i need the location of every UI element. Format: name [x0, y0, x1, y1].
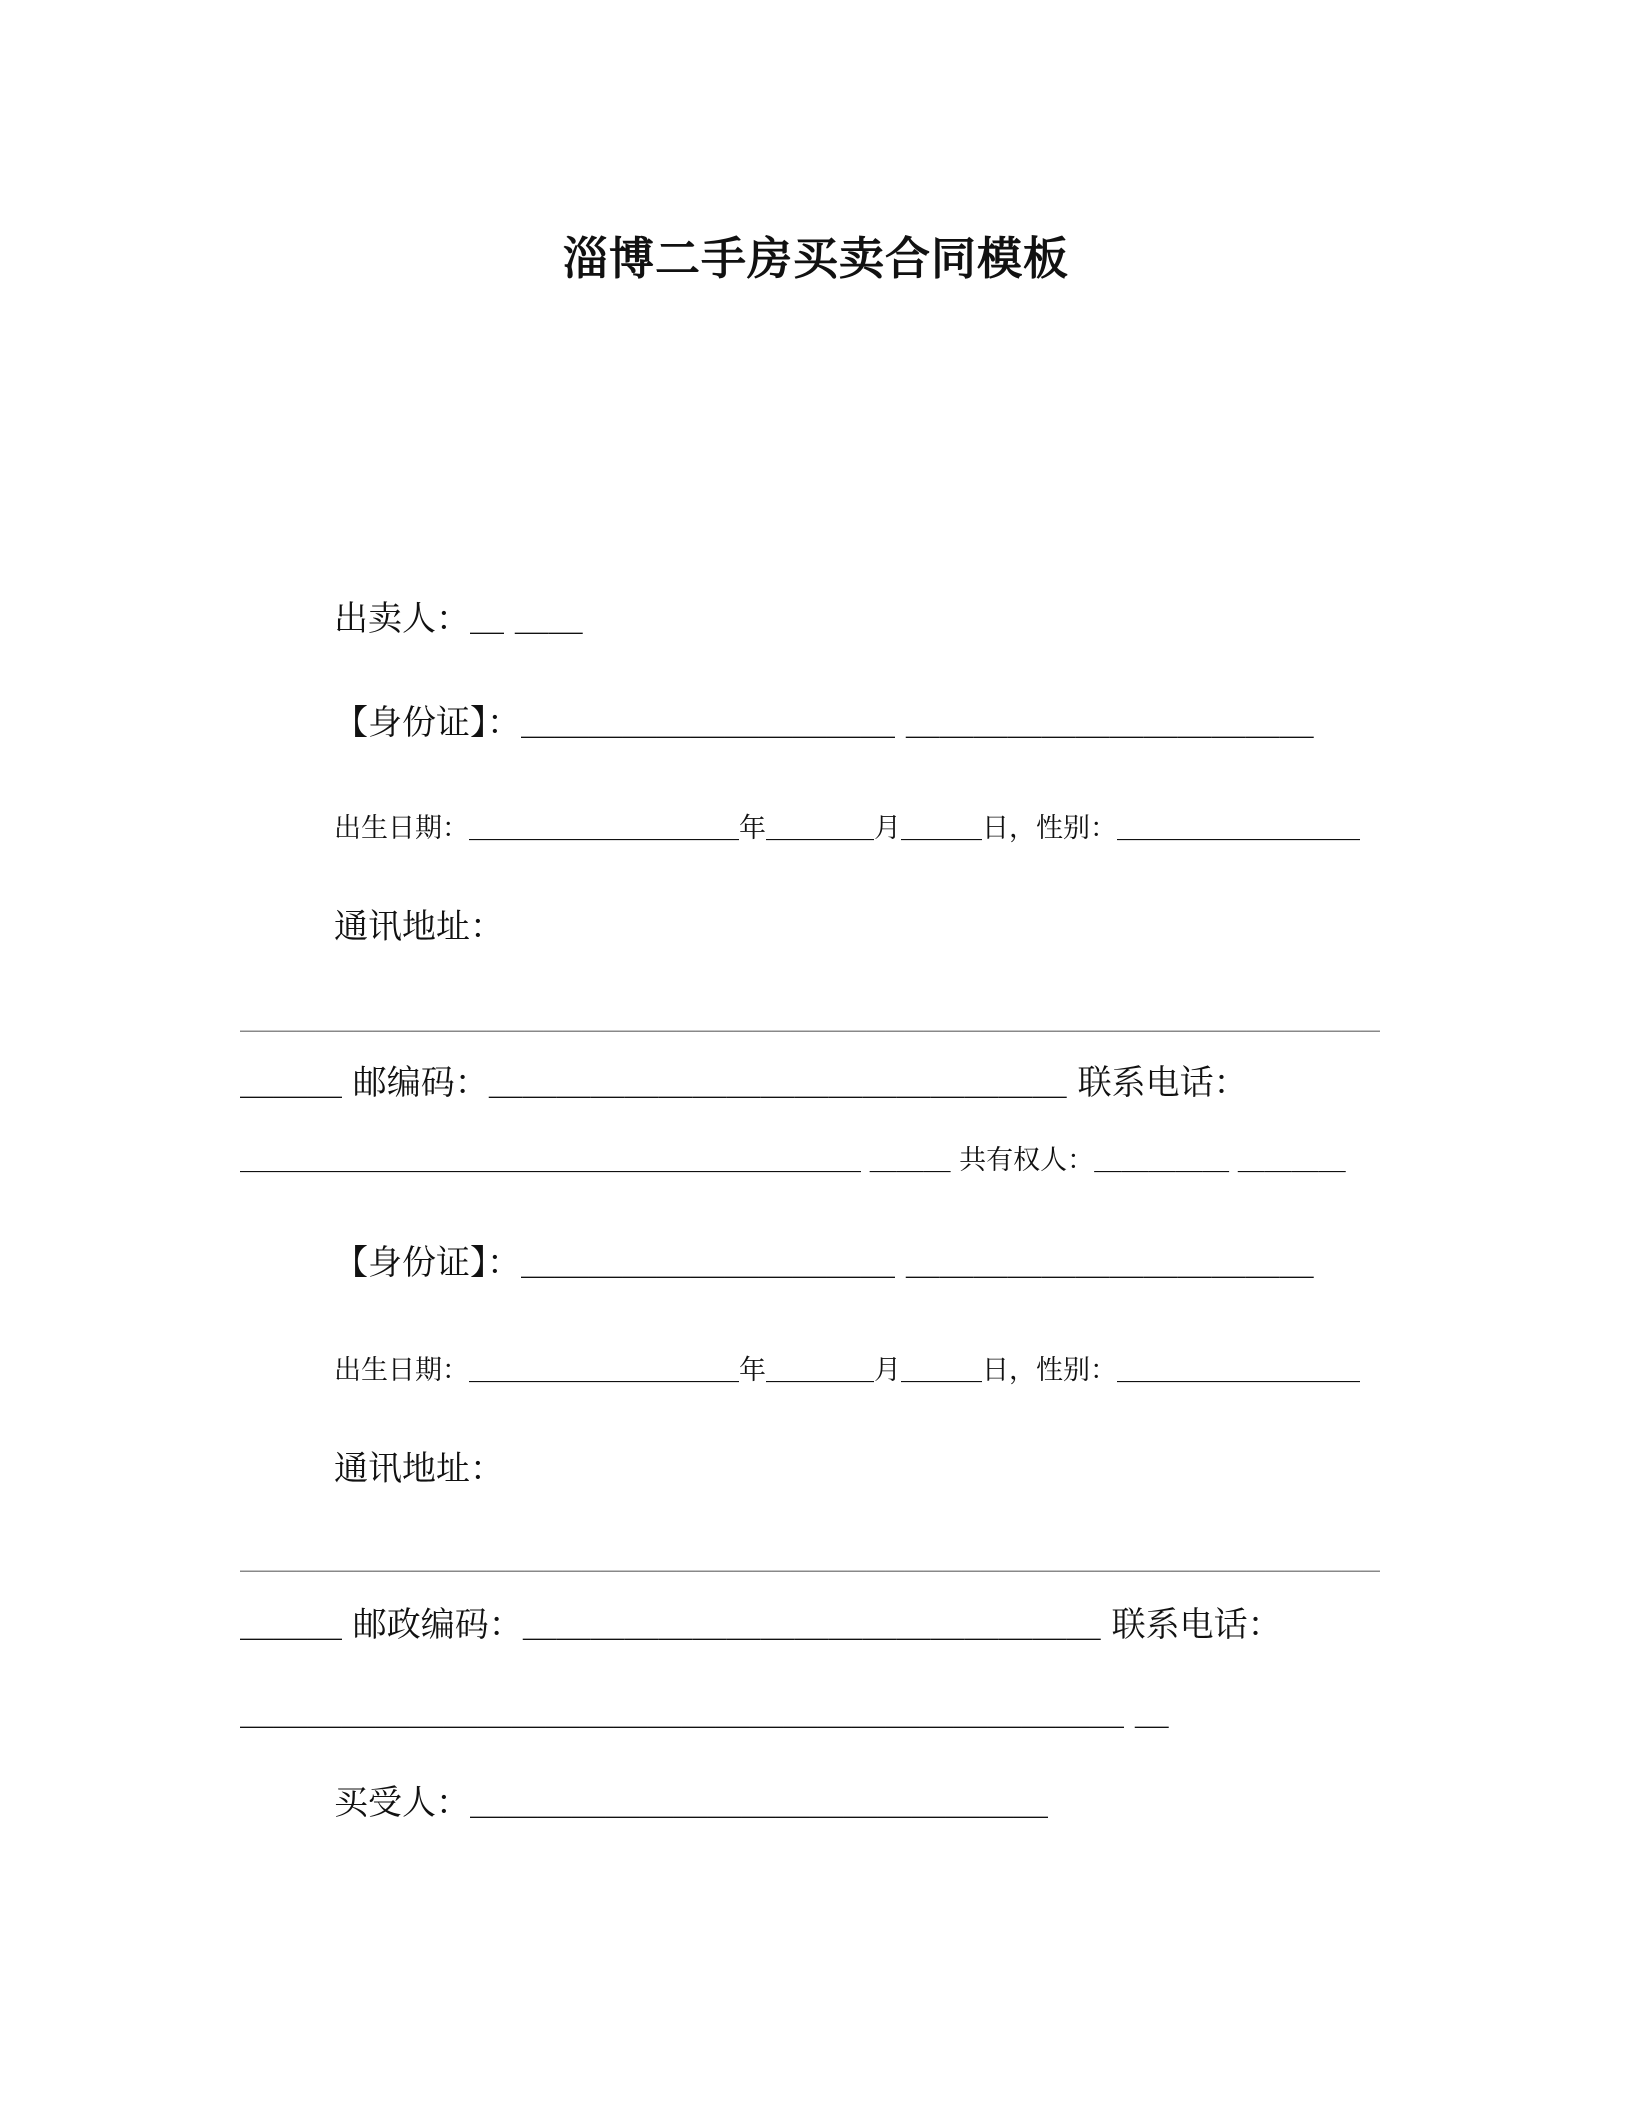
co-owner-address-blank-line: ＿＿＿＿＿＿＿＿＿＿＿＿＿＿＿＿＿＿＿＿＿＿＿＿＿＿＿＿＿＿＿＿＿＿＿＿＿＿＿＿＿＿＿＿＿＿＿＿＿＿＿＿＿＿＿＿＿＿＿＿	[240, 1552, 1381, 1574]
seller-id-line: 【身份证】：＿＿＿＿＿＿＿＿＿＿＿ ＿＿＿＿＿＿＿＿＿＿＿＿	[334, 703, 1314, 743]
seller-address-blank-line: ＿＿＿＿＿＿＿＿＿＿＿＿＿＿＿＿＿＿＿＿＿＿＿＿＿＿＿＿＿＿＿＿＿＿＿＿＿＿＿＿＿＿＿＿＿＿＿＿＿＿＿＿＿＿＿＿＿＿＿＿	[240, 1012, 1381, 1034]
co-owner-postal-phone-line: ＿＿＿ 邮政编码：＿＿＿＿＿＿＿＿＿＿＿＿＿＿＿＿＿ 联系电话：	[240, 1605, 1282, 1645]
seller-line: 出卖人：＿ ＿＿	[334, 599, 583, 639]
co-owner-address-label: 通讯地址：	[334, 1449, 504, 1489]
co-owner-phone-blank-line: ＿＿＿＿＿＿＿＿＿＿＿＿＿＿＿＿＿＿＿＿＿＿＿＿＿＿ ＿	[240, 1693, 1169, 1733]
seller-address-label: 通讯地址：	[334, 907, 504, 947]
buyer-line: 买受人：＿＿＿＿＿＿＿＿＿＿＿＿＿＿＿＿＿	[334, 1783, 1048, 1823]
co-owner-line: ＿＿＿＿＿＿＿＿＿＿＿＿＿＿＿＿＿＿＿＿＿＿＿ ＿＿＿ 共有权人：＿＿＿＿＿ ＿＿＿＿	[240, 1145, 1346, 1176]
seller-birth-gender-line: 出生日期：＿＿＿＿＿＿＿＿＿＿年＿＿＿＿月＿＿＿日，性别：＿＿＿＿＿＿＿＿＿	[334, 813, 1360, 844]
document-title: 淄博二手房买卖合同模板	[562, 232, 1069, 285]
seller-postcode-phone-line: ＿＿＿ 邮编码：＿＿＿＿＿＿＿＿＿＿＿＿＿＿＿＿＿ 联系电话：	[240, 1063, 1248, 1103]
co-owner-birth-gender-line: 出生日期：＿＿＿＿＿＿＿＿＿＿年＿＿＿＿月＿＿＿日，性别：＿＿＿＿＿＿＿＿＿	[334, 1355, 1360, 1386]
co-owner-id-line: 【身份证】：＿＿＿＿＿＿＿＿＿＿＿ ＿＿＿＿＿＿＿＿＿＿＿＿	[334, 1243, 1314, 1283]
